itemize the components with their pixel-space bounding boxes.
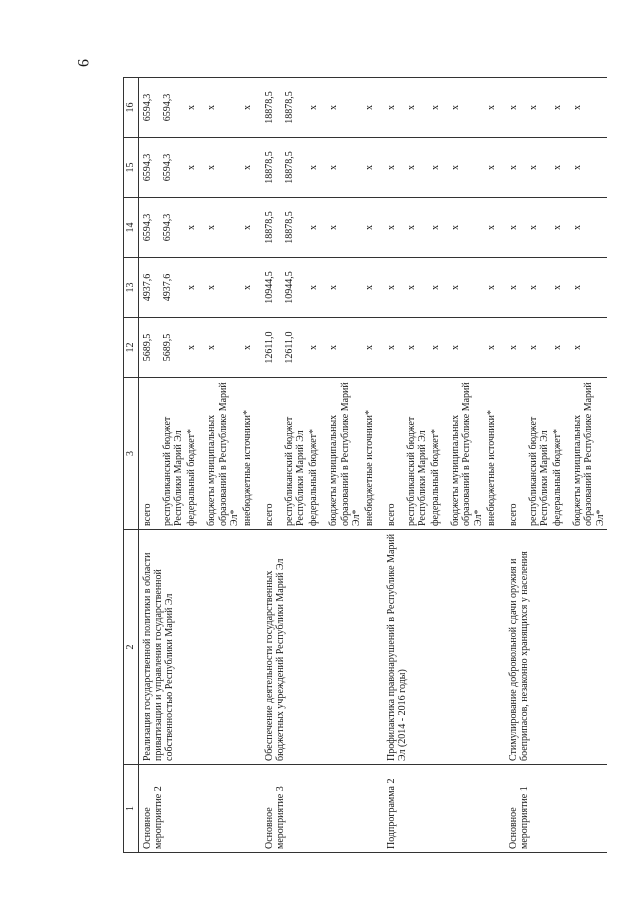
value-cell: x [307,318,327,378]
value-cell: x [551,198,571,258]
value-cell: x [363,318,383,378]
funding-source: внебюджетные источники* [485,378,505,530]
header-row [124,78,139,853]
value-cell: x [429,78,449,138]
budget-table [123,77,607,853]
value-cell: 5689,5 [139,318,162,378]
value-cell: 12611,0 [283,318,307,378]
value-cell: x [241,198,261,258]
value-cell: 4937,6 [139,258,162,318]
value-cell: 18878,5 [261,138,283,198]
funding-source: республиканский бюджет Республики Марий Эл [527,378,551,530]
funding-source: бюджеты муниципальных образований в Республике Марий Эл* [449,378,485,530]
funding-source: федеральный бюджет* [551,378,571,530]
value-cell: x [363,138,383,198]
value-cell: x [327,198,363,258]
table-row [383,78,405,853]
funding-source: республиканский бюджет Республики Марий Эл [283,378,307,530]
value-cell: x [551,138,571,198]
funding-source: федеральный бюджет* [429,378,449,530]
value-cell: x [185,78,205,138]
value-cell: 5689,5 [161,318,185,378]
funding-source: бюджеты муниципальных образований в Республике Марий Эл* [571,378,607,530]
value-cell: x [383,138,405,198]
value-cell: 18878,5 [283,198,307,258]
value-cell: x [363,198,383,258]
program-code: Основное мероприятие 3 [261,765,383,853]
col-header: 1 [124,765,139,853]
funding-source: бюджеты муниципальных образований в Республике Марий Эл* [205,378,241,530]
value-cell: x [505,198,527,258]
value-cell: x [185,138,205,198]
value-cell: x [505,138,527,198]
value-cell: x [571,198,607,258]
value-cell: x [307,198,327,258]
value-cell: x [551,318,571,378]
value-cell: 10944,5 [283,258,307,318]
funding-source: федеральный бюджет* [307,378,327,530]
value-cell: x [571,258,607,318]
value-cell: 18878,5 [261,198,283,258]
funding-source: внебюджетные источники* [363,378,383,530]
value-cell: x [527,258,551,318]
value-cell: x [405,318,429,378]
table-row [139,78,162,853]
value-cell: x [241,78,261,138]
funding-source: республиканский бюджет Республики Марий Эл [161,378,185,530]
value-cell: x [449,138,485,198]
value-cell: x [429,198,449,258]
rotated-page [123,78,605,853]
funding-source: всего [383,378,405,530]
value-cell: x [383,78,405,138]
value-cell: x [327,258,363,318]
funding-source: республиканский бюджет Республики Марий Эл [405,378,429,530]
value-cell: x [327,138,363,198]
funding-source: федеральный бюджет* [185,378,205,530]
value-cell: x [485,138,505,198]
col-header: 15 [124,138,139,198]
value-cell: x [383,198,405,258]
value-cell: x [527,198,551,258]
value-cell: x [185,318,205,378]
value-cell: 4937,6 [161,258,185,318]
value-cell: x [205,258,241,318]
value-cell: 6594,3 [161,78,185,138]
page-number: 9 [74,59,91,67]
value-cell: x [307,258,327,318]
value-cell: x [327,78,363,138]
funding-source: всего [505,378,527,530]
value-cell: 18878,5 [261,78,283,138]
value-cell: 10944,5 [261,258,283,318]
value-cell: x [363,258,383,318]
value-cell: x [485,318,505,378]
col-header: 16 [124,78,139,138]
value-cell: x [327,318,363,378]
value-cell: 6594,3 [139,78,162,138]
value-cell: x [205,318,241,378]
funding-source: внебюджетные источники* [241,378,261,530]
value-cell: x [307,138,327,198]
value-cell: 6594,3 [139,198,162,258]
funding-source: бюджеты муниципальных образований в Республике Марий Эл* [327,378,363,530]
col-header: 2 [124,530,139,765]
value-cell: x [241,318,261,378]
value-cell: x [505,318,527,378]
value-cell: x [185,198,205,258]
value-cell: x [429,318,449,378]
value-cell: x [449,258,485,318]
program-name: Стимулирование добровольной сдачи оружия и боеприпасов, незаконно хранящихся у населения [505,530,607,765]
value-cell: 18878,5 [283,138,307,198]
value-cell: x [571,318,607,378]
program-name: Реализация государственной политики в области приватизации и управления государственной собственностью Республики Марий Эл [139,530,261,765]
col-header: 3 [124,378,139,530]
value-cell: x [383,258,405,318]
value-cell: x [429,258,449,318]
value-cell: x [205,198,241,258]
value-cell: x [527,138,551,198]
funding-source: всего [261,378,283,530]
value-cell: x [485,258,505,318]
value-cell: x [551,78,571,138]
table-row [261,78,283,853]
value-cell: x [449,318,485,378]
value-cell: x [527,318,551,378]
program-name: Обеспечение деятельности государственных бюджетных учреждений Республики Марий Эл [261,530,383,765]
value-cell: x [505,258,527,318]
value-cell: x [241,258,261,318]
value-cell: 6594,3 [161,138,185,198]
value-cell: x [485,198,505,258]
value-cell: x [449,198,485,258]
program-code: Подпрограмма 2 [383,765,505,853]
value-cell: x [383,318,405,378]
value-cell: x [405,258,429,318]
value-cell: x [551,258,571,318]
col-header: 14 [124,198,139,258]
value-cell: x [571,78,607,138]
program-name: Профилактика правонарушений в Республике Марий Эл (2014 - 2016 годы) [383,530,505,765]
funding-source: всего [139,378,162,530]
value-cell: x [205,78,241,138]
col-header: 13 [124,258,139,318]
value-cell: x [449,78,485,138]
value-cell: x [241,138,261,198]
program-code: Основное мероприятие 2 [139,765,261,853]
value-cell: x [405,78,429,138]
program-code: Основное мероприятие 1 [505,765,607,853]
value-cell: 12611,0 [261,318,283,378]
value-cell: 18878,5 [283,78,307,138]
value-cell: x [485,78,505,138]
value-cell: x [363,78,383,138]
value-cell: x [429,138,449,198]
value-cell: x [185,258,205,318]
value-cell: 6594,3 [161,198,185,258]
value-cell: x [527,78,551,138]
value-cell: x [307,78,327,138]
col-header: 12 [124,318,139,378]
table-row [505,78,527,853]
value-cell: x [505,78,527,138]
value-cell: x [571,138,607,198]
value-cell: x [205,138,241,198]
value-cell: 6594,3 [139,138,162,198]
value-cell: x [405,138,429,198]
value-cell: x [405,198,429,258]
